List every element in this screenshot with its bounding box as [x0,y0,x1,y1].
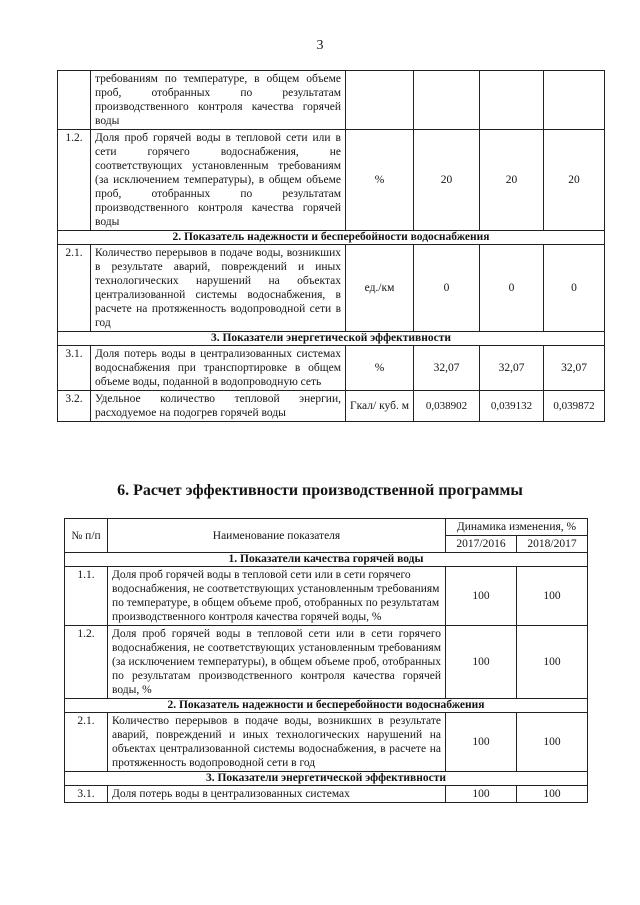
unit-cell: Гкал/ куб. м [346,391,414,422]
header-row [65,519,588,536]
section-row [58,332,605,346]
value-cell: 32,07 [414,346,480,391]
row-number: 2.1. [58,245,91,332]
table-row [65,567,588,626]
section-title: 3. Показатели энергетической эффективности [65,772,588,786]
efficiency-table [64,518,588,803]
value-cell: 0 [480,245,544,332]
value-cell: 20 [414,130,480,231]
row-text: Доля проб горячей воды в тепловой сети или в сети горячего водоснабжения, не соответствующих установленным требованиям по температуре, в общем объеме проб, отобранных по результатам производственного контроля качества горячей воды, % [108,567,446,626]
row-number: 1.1. [65,567,108,626]
section-title: 1. Показатели качества горячей воды [65,553,588,567]
row-text: Доля потерь воды в централизованных системах водоснабжения при транспортировке в общем объеме воды, поданной в водопроводную сеть [91,346,346,391]
unit-cell: % [346,346,414,391]
section-row [65,553,588,567]
section-row [58,231,605,245]
row-number: 1.2. [58,130,91,231]
table-row [58,71,605,130]
table-row [58,245,605,332]
row-number: 3.1. [65,786,108,803]
value-cell: 100 [446,626,517,699]
row-text: Доля потерь воды в централизованных системах [108,786,446,803]
value-cell: 100 [446,567,517,626]
value-cell: 100 [517,626,588,699]
value-cell: 100 [517,786,588,803]
row-text: Количество перерывов в подаче воды, возникших в результате аварий, повреждений и иных технологических нарушений на объектах централизованной системы водоснабжения, в расчете на протяженность водопроводной сети в год [91,245,346,332]
row-number: 3.2. [58,391,91,422]
value-cell: 100 [517,567,588,626]
row-text: Доля проб горячей воды в тепловой сети или в сети горячего водоснабжения, не соответствующих установленным требованиям (за исключением температуры), в общем объеме проб, отобранных по результатам производственного контроля качества горячей воды, % [108,626,446,699]
header-period: 2017/2016 [446,536,517,553]
row-text: Удельное количество тепловой энергии, расходуемое на подогрев горячей воды [91,391,346,422]
section-title: 3. Показатели энергетической эффективности [58,332,605,346]
row-number: 3.1. [58,346,91,391]
row-number: 2.1. [65,713,108,772]
header-dynamics: Динамика изменения, % [446,519,588,536]
section-title: 2. Показатель надежности и бесперебойности водоснабжения [65,699,588,713]
table-row [58,391,605,422]
header-period: 2018/2017 [517,536,588,553]
row-text: требованиям по температуре, в общем объеме проб, отобранных по результатам производственного контроля качества горячей воды [91,71,346,130]
section-row [65,699,588,713]
value-cell: 0,039872 [544,391,605,422]
row-text: Доля проб горячей воды в тепловой сети или в сети горячего водоснабжения, не соответствующих установленным требованиям (за исключением температуры), в общем объеме проб, отобранных по результатам производственного контроля качества горячей воды [91,130,346,231]
value-cell: 100 [446,713,517,772]
value-cell: 100 [446,786,517,803]
table-row [58,346,605,391]
value-cell: 32,07 [480,346,544,391]
indicators-table [57,70,605,422]
value-cell: 0 [544,245,605,332]
value-cell: 0,038902 [414,391,480,422]
table-row [58,130,605,231]
table-row [65,626,588,699]
section-row [65,772,588,786]
value-cell: 20 [544,130,605,231]
row-number: 1.2. [65,626,108,699]
value-cell: 100 [517,713,588,772]
section-heading: 6. Расчет эффективности производственной программы [117,482,523,499]
table-row [65,713,588,772]
header-name: Наименование показателя [108,519,446,553]
section-title: 2. Показатель надежности и бесперебойности водоснабжения [58,231,605,245]
value-cell: 20 [480,130,544,231]
value-cell: 0 [414,245,480,332]
table-row [65,786,588,803]
unit-cell: ед./км [346,245,414,332]
row-text: Количество перерывов в подаче воды, возникших в результате аварий, повреждений и иных технологических нарушений на объектах централизованной системы водоснабжения, в расчете на протяженность водопроводной сети в год [108,713,446,772]
header-number: № п/п [65,519,108,553]
value-cell: 32,07 [544,346,605,391]
unit-cell: % [346,130,414,231]
value-cell: 0,039132 [480,391,544,422]
page-number: 3 [316,38,324,53]
